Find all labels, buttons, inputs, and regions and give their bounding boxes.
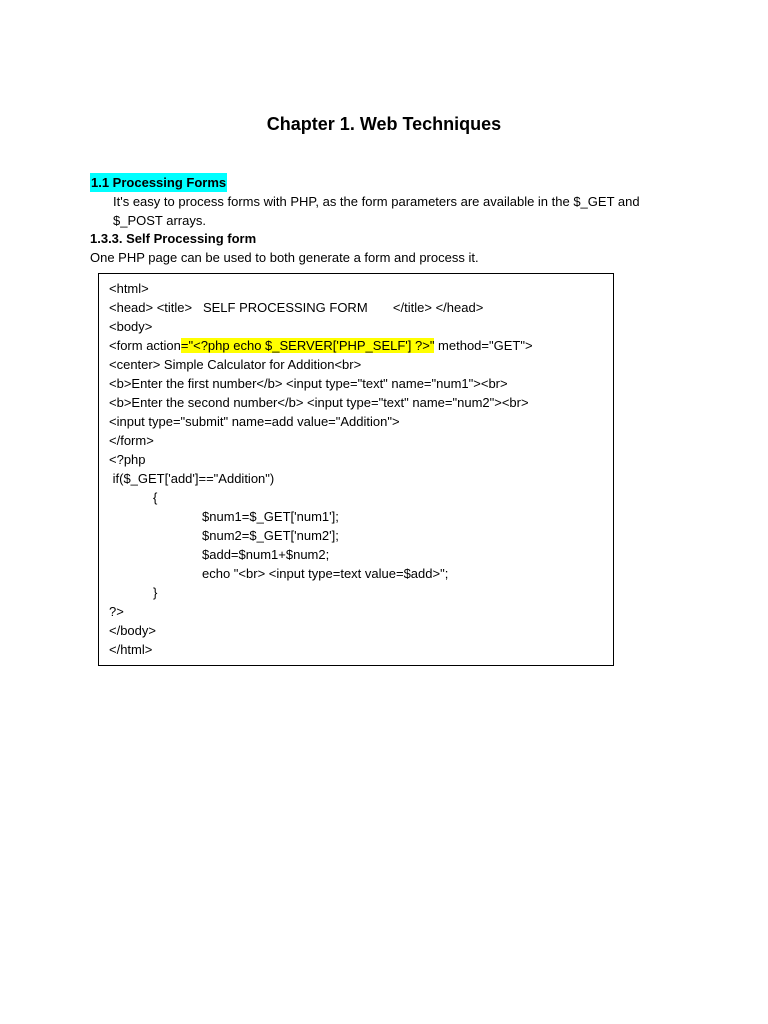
code-line: </html> bbox=[109, 642, 153, 657]
code-line: <head> <title> SELF PROCESSING FORM </title> </head> bbox=[109, 300, 484, 315]
code-line: <body> bbox=[109, 319, 153, 334]
code-line: </body> bbox=[109, 623, 156, 638]
code-form-start: <form action bbox=[109, 338, 181, 353]
code-line: <b>Enter the first number</b> <input type="text" name="num1"><br> bbox=[109, 376, 508, 391]
code-line: <?php bbox=[109, 452, 146, 467]
code-line: <input type="submit" name=add value="Addition"> bbox=[109, 414, 400, 429]
code-line: echo "<br> <input type=text value=$add>"; bbox=[202, 566, 449, 581]
code-box bbox=[98, 273, 614, 666]
code-line: { bbox=[153, 490, 158, 505]
page-title: Chapter 1. Web Techniques bbox=[266, 114, 502, 134]
code-line: <center> Simple Calculator for Addition<br> bbox=[109, 357, 362, 372]
code-form-tail: method="GET"> bbox=[434, 338, 533, 353]
section-heading: 1.1 Processing Forms bbox=[91, 175, 227, 190]
section-paragraph: It's easy to process forms with PHP, as the form parameters are available in the $_GET and $_POST arrays. bbox=[113, 194, 640, 228]
code-line: if($_GET['add']=="Addition") bbox=[109, 471, 275, 486]
code-line: } bbox=[153, 585, 158, 600]
code-line: <b>Enter the second number</b> <input type="text" name="num2"><br> bbox=[109, 395, 529, 410]
code-line: <html> bbox=[109, 281, 149, 296]
code-line: </form> bbox=[109, 433, 154, 448]
code-line: $add=$num1+$num2; bbox=[202, 547, 330, 562]
code-line: $num1=$_GET['num1']; bbox=[202, 509, 339, 524]
code-lines bbox=[109, 279, 607, 659]
subsection-heading: 1.3.3. Self Processing form bbox=[90, 231, 257, 246]
intro-text: One PHP page can be used to both generate a form and process it. bbox=[90, 250, 479, 265]
code-line-form bbox=[109, 336, 607, 355]
code-line: $num2=$_GET['num2']; bbox=[202, 528, 339, 543]
code-highlight: ="<?php echo $_SERVER['PHP_SELF'] ?>" bbox=[180, 338, 435, 353]
code-line: ?> bbox=[109, 604, 124, 619]
